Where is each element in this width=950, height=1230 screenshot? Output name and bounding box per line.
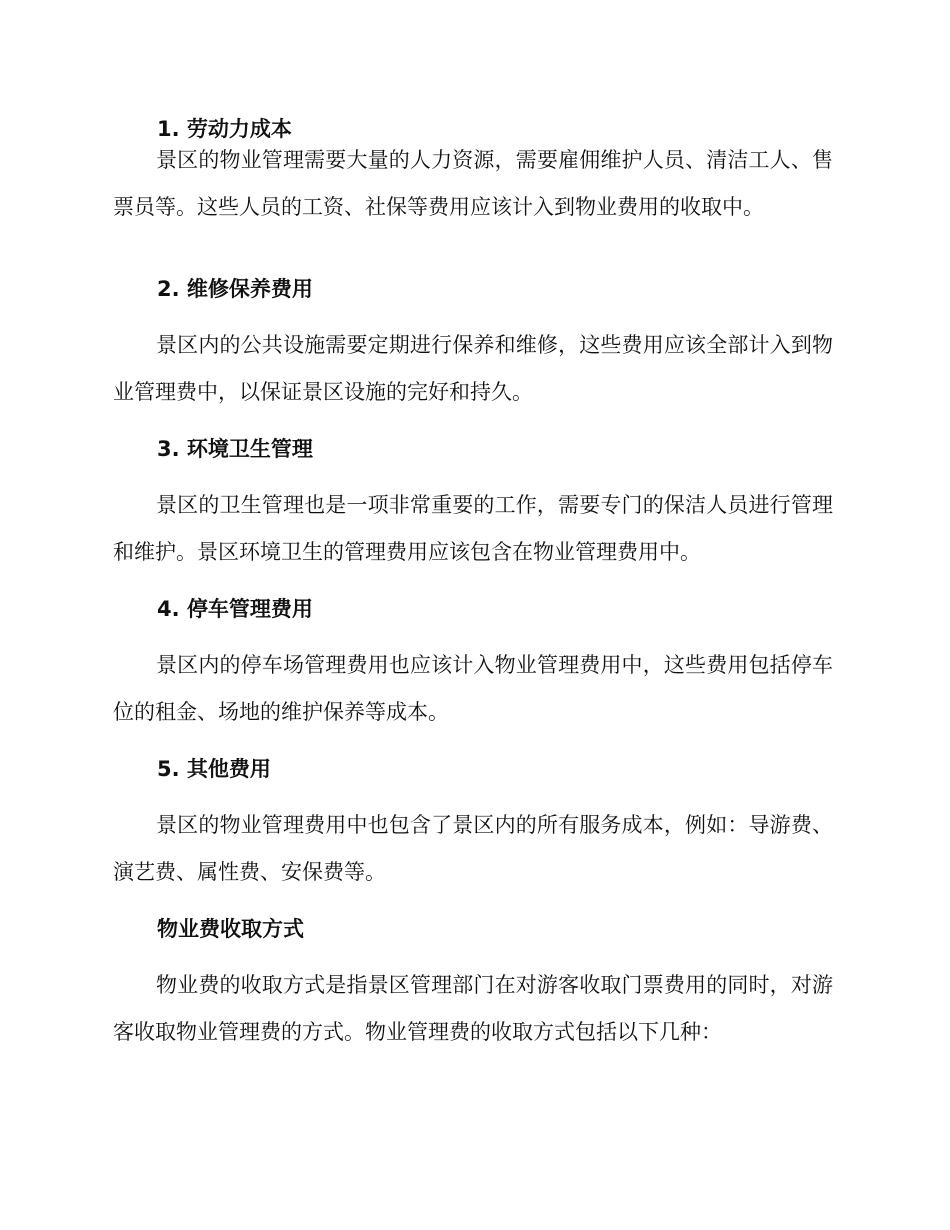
section-paragraph-labor-cost: 景区的物业管理需要大量的人力资源，需要雇佣维护人员、清洁工人、售票员等。这些人员的工资、社保等费用应该计入到物业费用的收取中。 bbox=[113, 148, 833, 219]
section-heading-sanitation: 3. 环境卫生管理 bbox=[157, 437, 313, 461]
section-heading-collection-method: 物业费收取方式 bbox=[157, 917, 304, 941]
section-heading-maintenance: 2. 维修保养费用 bbox=[157, 277, 313, 301]
section-paragraph-other-fees: 景区的物业管理费用中也包含了景区内的所有服务成本，例如：导游费、演艺费、属性费、安保费等。 bbox=[113, 813, 833, 884]
section-paragraph-sanitation: 景区的卫生管理也是一项非常重要的工作，需要专门的保洁人员进行管理和维护。景区环境卫生的管理费用应该包含在物业管理费用中。 bbox=[113, 493, 833, 564]
section-paragraph-collection-method: 物业费的收取方式是指景区管理部门在对游客收取门票费用的同时，对游客收取物业管理费的方式。物业管理费的收取方式包括以下几种： bbox=[113, 973, 833, 1044]
section-heading-labor-cost: 1. 劳动力成本 bbox=[157, 117, 292, 141]
section-heading-parking: 4. 停车管理费用 bbox=[157, 597, 313, 621]
section-paragraph-parking: 景区内的停车场管理费用也应该计入物业管理费用中，这些费用包括停车位的租金、场地的维护保养等成本。 bbox=[113, 653, 833, 724]
section-paragraph-maintenance: 景区内的公共设施需要定期进行保养和维修，这些费用应该全部计入到物业管理费中，以保证景区设施的完好和持久。 bbox=[113, 333, 833, 404]
section-heading-other-fees: 5. 其他费用 bbox=[157, 757, 271, 781]
